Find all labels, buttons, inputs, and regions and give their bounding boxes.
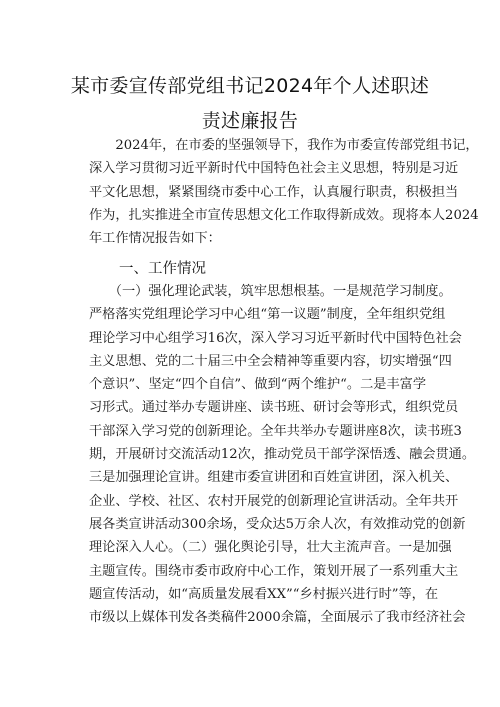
section-line: 三是加强理论宣讲。组建市委宣讲团和百姓宣讲团，深入机关、	[89, 470, 459, 486]
intro-paragraph	[89, 134, 479, 250]
section-line: 展各类宣讲活动300余场，受众达5万余人次，有效推动党的创新	[89, 516, 466, 532]
intro-line: 年工作情况报告如下：	[89, 231, 221, 247]
section-paragraph	[89, 280, 476, 629]
document-title-line-2: 责述廉报告	[201, 110, 299, 132]
section-line: 主义思想、党的二十届三中全会精神等重要内容，切实增强“四	[89, 353, 452, 369]
section-heading: 一、工作情况	[119, 261, 206, 277]
intro-line: 作为，扎实推进全市宣传思想文化工作取得新成效。现将本人2024	[89, 207, 479, 223]
section-line: 理论深入人心。（二）强化舆论引导，壮大主流声音。一是加强	[89, 540, 452, 556]
section-line: 市级以上媒体刊发各类稿件2000余篇，全面展示了我市经济社会	[89, 610, 466, 626]
section-line: 个意识”、坚定“四个自信”、做到“两个维护“。二是丰富学	[89, 377, 427, 393]
section-line: 期，开展研讨交流活动12次，推动党员干部学深悟透、融会贯通。	[89, 447, 476, 463]
section-line: （一）强化理论武装，筑牢思想根基。一是规范学习制度。	[89, 284, 452, 299]
section-line: 干部深入学习党的创新理论。全年共举办专题讲座8次，读书班3	[89, 423, 462, 439]
section-line: 严格落实党组理论学习中心组“第一议题”制度，全年组织党组	[89, 307, 446, 323]
document-title-line-1: 某市委宣传部党组书记2024年个人述职述	[70, 75, 430, 97]
section-line: 理论学习中心组学习16次，深入学习习近平新时代中国特色社会	[89, 330, 462, 346]
intro-line: 深入学习贯彻习近平新时代中国特色社会主义思想，特别是习近	[89, 161, 459, 177]
section-line: 主题宣传。围绕市委市政府中心工作，策划开展了一系列重大主	[89, 563, 459, 579]
intro-line: 2024年，在市委的坚强领导下，我作为市委宣传部党组书记，	[89, 138, 479, 153]
section-line: 题宣传活动，如“高质量发展看XX”“乡村振兴进行时”等，在	[89, 586, 439, 602]
intro-line: 平文化思想，紧紧围绕市委中心工作，认真履行职责，积极担当	[89, 184, 459, 200]
section-line: 习形式。通过举办专题讲座、读书班、研讨会等形式，组织党员	[89, 400, 459, 416]
section-line: 企业、学校、社区、农村开展党的创新理论宣讲活动。全年共开	[89, 493, 459, 509]
